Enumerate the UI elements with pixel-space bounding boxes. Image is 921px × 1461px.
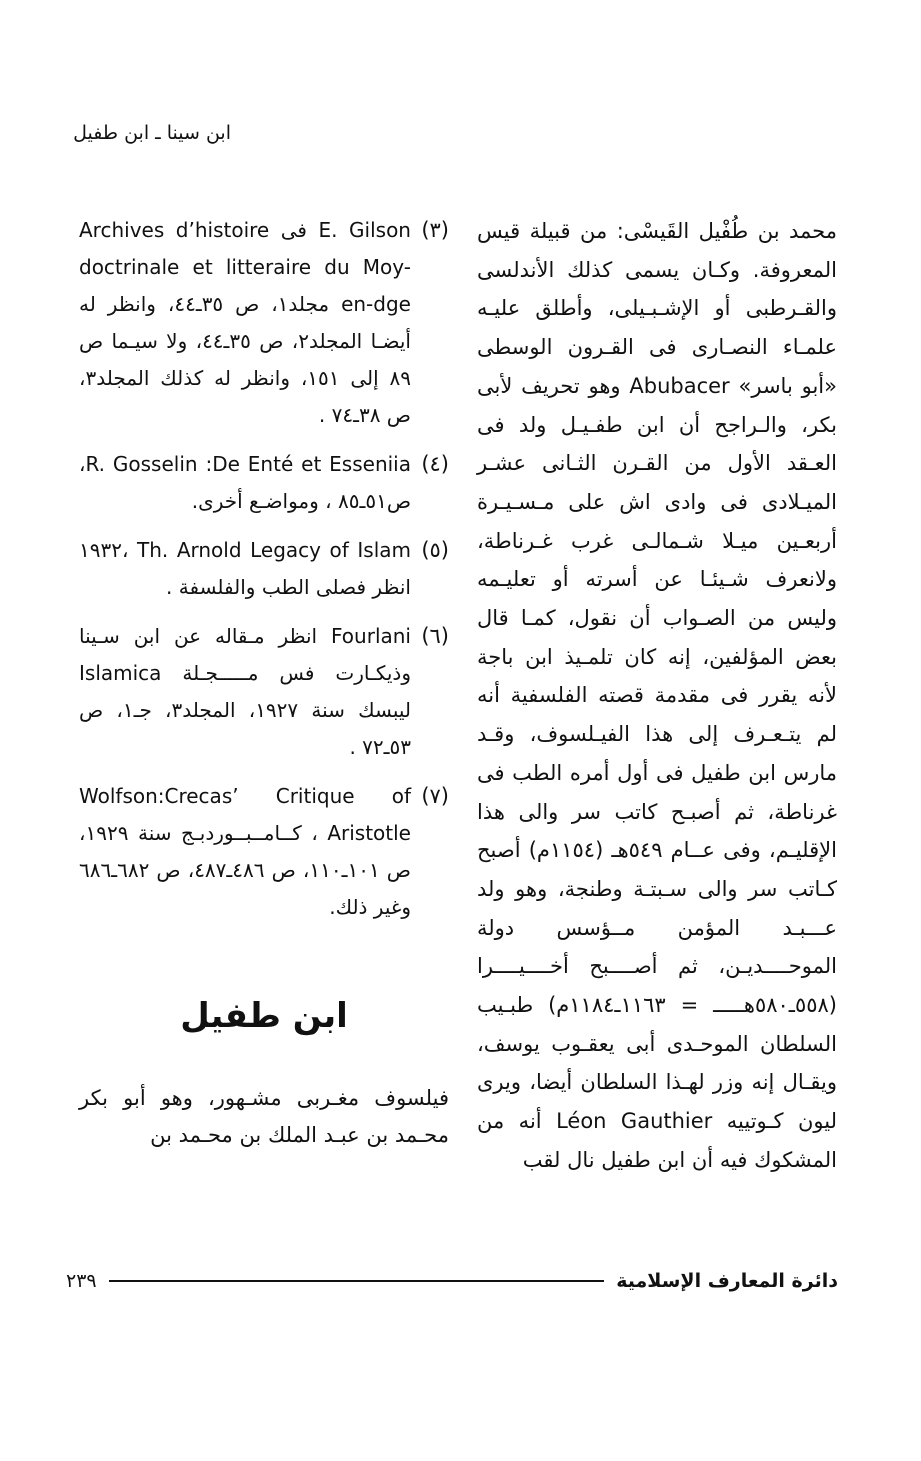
footnotes-list xyxy=(79,212,449,926)
footnote-text: E. Gilson فى Archives d’histoire doctrinale et litteraire du Moy-en-dge مجلد١، ص ٣٥ـ٤٤، وانظر له أيضـا المجلد٢، ص ٣٥ـ٤٤، ولا سيـما ص ٨٩ إلى ١٥١، وانظر له كذلك المجلد٣، ص ٣٨ـ٧٤ . xyxy=(79,218,411,427)
journal-name: دائرة المعارف الإسلامية xyxy=(616,1270,838,1292)
footnote-number: (٦) xyxy=(421,624,449,648)
section-intro-paragraph: فيلسوف مغـربى مشـهور، وهو أبو بكر محـمد بن عبـد الملك بن محـمد بن xyxy=(79,1086,449,1147)
footnote xyxy=(79,446,449,520)
footnote-number: (٥) xyxy=(421,538,449,562)
footnote xyxy=(79,618,449,766)
footnote-text: R. Gosselin :De Enté et Esseniia، ص٥١ـ٨٥ ، ومواضـع أخرى. xyxy=(79,452,411,513)
footnote xyxy=(79,212,449,434)
footnote-number: (٤) xyxy=(421,452,449,476)
footnote xyxy=(79,778,449,926)
footer-rule xyxy=(109,1280,605,1282)
page-footer xyxy=(66,1266,838,1296)
footnote xyxy=(79,532,449,606)
main-body-column xyxy=(477,212,837,1180)
footnote-text: Fourlani انظر مـقاله عن ابن سـينا وذيكـارت فس مـــــجـلة Islamica ليبسك سنة ١٩٢٧، المجلد٣، جـ١، ص ٥٣ـ٧٢ . xyxy=(79,624,411,759)
footnote-number: (٧) xyxy=(421,784,449,808)
left-column xyxy=(79,212,449,1154)
footnote-number: (٣) xyxy=(421,218,449,242)
section-title: ابن طفيل xyxy=(180,996,348,1036)
page-number: ٢٣٩ xyxy=(66,1270,97,1292)
footnote-text: Th. Arnold Legacy of Islam ،١٩٣٢ انظر فصلى الطب والفلسفة . xyxy=(79,538,412,599)
body-paragraph: محمد بن طُفْيل القَيسْى: من قبيلة قيس المعروفة. وكـان يسمى كذلك الأندلسى والقـرطبى أو الإشـبـيلى، وأطلق عليـه علمـاء النصـارى فى القـرون الوسطى «أبو باسر» Abubacer وهو تحريف لأبى بكر، والـراجح أن ابن طفـيـل ولد فى العـقد الأول من القـرن الثـانى عشـر الميـلادى فى وادى اش على مـسـيـرة أربعـين ميـلا شـمالـى غرب غـرناطة، ولانعرف شـيئـا عن أسرته أو تعليـمه وليس من الصـواب أن نقول، كمـا قال بعض المؤلفين، إنه كان تلمـيذ ابن باجة لأنه يقرر فى مقدمة قصته الفلسفية أنه لم يتـعـرف إلى هذا الفيـلسوف، وقـد مارس ابن طفيل فى أول أمره الطب فى غرناطة، ثم أصبـح كاتب سر والى هذا الإقليـم، وفى عــام ٥٤٩هـ (١١٥٤م) أصبح كـاتب سر والى سـبتـة وطنجة، وهو ولد عـــبـد المؤمن مــؤسس دولة الموحــــديـن، ثم أصــــبح أخــــيــــرا (٥٥٨ـ٥٨٠هـــــ = ١١٦٣ـ١١٨٤م) طبـيب السلطان الموحـدى أبى يعقـوب يوسف، ويقـال إنه وزر لهـذا السلطان أيضا، ويرى ليون كـوتييه Léon Gauthier أنه من المشكوك فيه أن ابن طفيل نال لقب xyxy=(477,219,838,1172)
footnote-text: Wolfson:Crecas’ Critique of Aristotle ، كــامــبــوردبـج سنة ١٩٢٩، ص ١٠١ـ١١٠، ص ٤٨٦ـ٤٨٧، ص ٦٨٢ـ٦٨٦ وغير ذلك. xyxy=(79,784,411,919)
running-header: ابن سينا ـ ابن طفيل xyxy=(73,122,231,144)
